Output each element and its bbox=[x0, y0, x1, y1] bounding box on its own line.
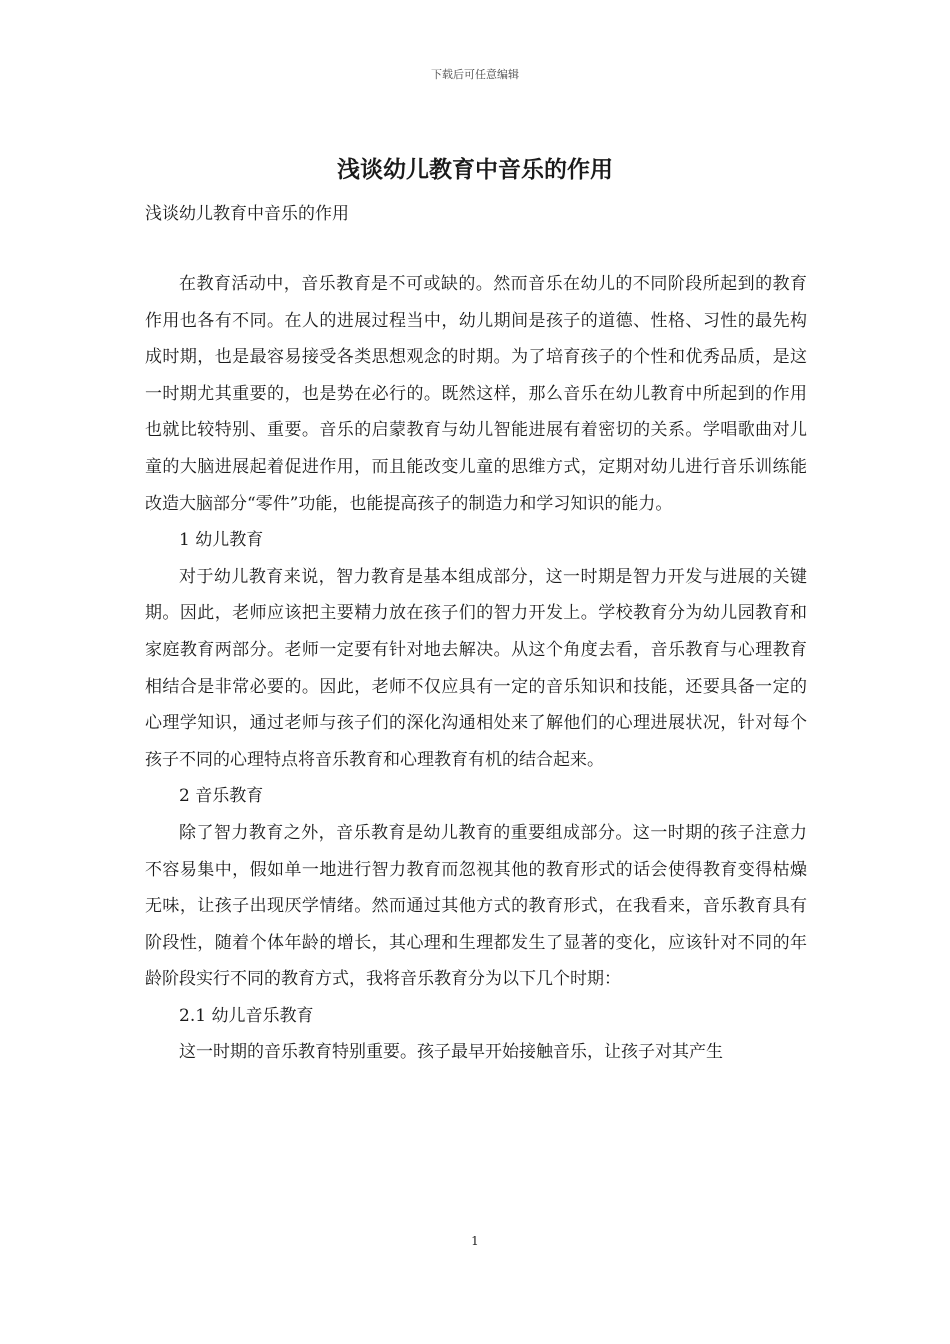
paragraph-section-2: 除了智力教育之外，音乐教育是幼儿教育的重要组成部分。这一时期的孩子注意力不容易集中，假如单一地进行智力教育而忽视其他的教育形式的话会使得教育变得枯燥无味，让孩子出现厌学情绪。然而通过其他方式的教育形式，在我看来，音乐教育具有阶段性，随着个体年龄的增长，其心理和生理都发生了显著的变化，应该针对不同的年龄阶段实行不同的教育方式，我将音乐教育分为以下几个时期： bbox=[145, 822, 807, 990]
section-heading-2: 2 音乐教育 bbox=[179, 786, 264, 807]
section-heading-1: 1 幼儿教育 bbox=[179, 530, 264, 551]
document-subtitle: 浅谈幼儿教育中音乐的作用 bbox=[145, 204, 349, 224]
running-header: 下载后可任意编辑 bbox=[431, 68, 519, 81]
paragraph-section-1: 对于幼儿教育来说，智力教育是基本组成部分，这一时期是智力开发与进展的关键期。因此，老师应该把主要精力放在孩子们的智力开发上。学校教育分为幼儿园教育和家庭教育两部分。老师一定要有针对地去解决。从这个角度去看，音乐教育与心理教育相结合是非常必要的。因此，老师不仅应具有一定的音乐知识和技能，还要具备一定的心理学知识，通过老师与孩子们的深化沟通相处来了解他们的心理进展状况，针对每个孩子不同的心理特点将音乐教育和心理教育有机的结合起来。 bbox=[145, 566, 807, 770]
document-body bbox=[145, 266, 807, 1071]
subsection-heading-2-1: 2.1 幼儿音乐教育 bbox=[179, 1005, 314, 1026]
paragraph-intro: 在教育活动中，音乐教育是不可或缺的。然而音乐在幼儿的不同阶段所起到的教育作用也各有不同。在人的进展过程当中，幼儿期间是孩子的道德、性格、习性的最先构成时期，也是最容易接受各类思想观念的时期。为了培育孩子的个性和优秀品质，是这一时期尤其重要的，也是势在必行的。既然这样，那么音乐在幼儿教育中所起到的作用也就比较特别、重要。音乐的启蒙教育与幼儿智能进展有着密切的关系。学唱歌曲对儿童的大脑进展起着促进作用，而且能改变儿童的思维方式，定期对幼儿进行音乐训练能改造大脑部分“零件”功能，也能提高孩子的制造力和学习知识的能力。 bbox=[145, 274, 807, 514]
paragraph-subsection-2-1: 这一时期的音乐教育特别重要。孩子最早开始接触音乐，让孩子对其产生 bbox=[179, 1042, 723, 1063]
page-number: 1 bbox=[471, 1234, 479, 1248]
document-title: 浅谈幼儿教育中音乐的作用 bbox=[337, 156, 613, 183]
